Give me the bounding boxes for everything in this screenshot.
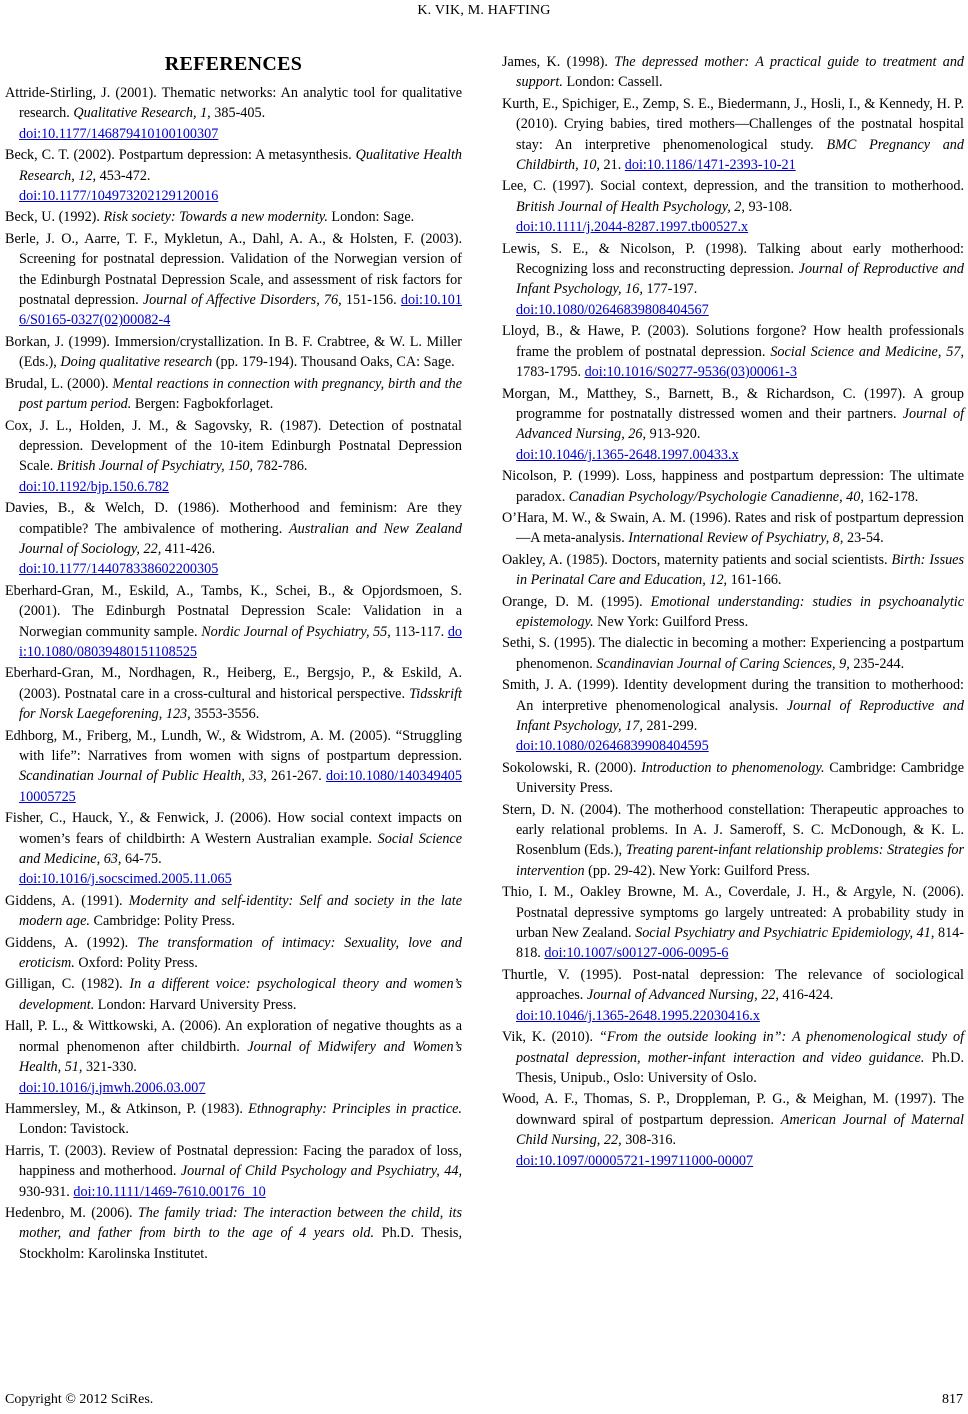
reference-text: Wood, A. F., Thomas, S. P., Droppleman, P. G., & Meighan, M. (1997). The downward spiral of postpartum depression. — [502, 1091, 964, 1128]
reference-source-title: Canadian Psychology/Psychologie Canadienne, 40, — [568, 488, 864, 505]
reference-text: Sethi, S. (1995). The dialectic in becoming a mother: Experiencing a postpartum phenomenon. — [502, 635, 964, 672]
reference-pages: London: Tavistock. — [19, 1121, 129, 1138]
doi-link[interactable]: doi:10.1192/bjp.150.6.782 — [19, 478, 170, 495]
reference-text: Eberhard-Gran, M., Eskild, A., Tambs, K., Schei, B., & Opjordsmoen, S. (2001). The Edinburgh Postnatal Depression Scale: Validation in a Norwegian community sample. — [5, 582, 462, 640]
reference-pages: 1783-1795. — [516, 364, 585, 381]
reference-pages: 411-426. — [161, 540, 216, 557]
reference-pages: 913-920. — [646, 426, 701, 443]
reference-pages: 281-299. — [642, 718, 698, 734]
doi-link[interactable]: doi:10.1046/j.1365-2648.1997.00433.x — [516, 446, 739, 463]
reference-source-title: British Journal of Psychiatry, 150, — [56, 458, 254, 475]
reference-entry — [502, 882, 964, 964]
reference-pages: 64-75. — [121, 851, 162, 868]
doi-link[interactable]: doi:10.1016/j.jmwh.2006.03.007 — [19, 1079, 206, 1096]
reference-entry — [5, 374, 462, 415]
doi-link[interactable]: doi:10.1016/S0277-9536(03)00061-3 — [584, 364, 797, 381]
reference-pages: London: Cassell. — [562, 74, 663, 91]
reference-entry — [502, 384, 964, 466]
reference-pages: (pp. 29-42). New York: Guilford Press. — [584, 862, 810, 879]
reference-pages: 814-818. — [516, 925, 965, 962]
reference-text: Lewis, S. E., & Nicolson, P. (1998). Talking about early motherhood: Recognizing loss and reconstructing depression. — [502, 240, 964, 278]
reference-entry — [502, 466, 964, 507]
doi-link[interactable]: doi:10.1046/j.1365-2648.1995.22030416.x — [516, 1007, 760, 1024]
reference-pages: Cambridge: Polity Press. — [89, 913, 235, 930]
doi-link[interactable]: doi:10.1007/s00127-006-0095-6 — [544, 945, 729, 962]
reference-text: Kurth, E., Spichiger, E., Zemp, S. E., Biedermann, J., Hosli, I., & Kennedy, H. P. (2010). Crying babies, tired mothers—Challenges of the postnatal hospital stay: An interpretive phenomenological study. — [502, 95, 964, 153]
reference-pages: 782-786. — [253, 458, 308, 475]
running-head: K. VIK, M. HAFTING — [417, 3, 551, 18]
reference-text: Thio, I. M., Oakley Browne, M. A., Coverdale, J. H., & Argyle, N. (2006). Postnatal depressive symptoms go largely untreated: A probability study in urban New Zealand. — [502, 884, 964, 942]
reference-entry — [502, 550, 964, 591]
reference-entry — [502, 239, 964, 321]
reference-entry — [502, 94, 964, 176]
reference-source-title: Treating parent-infant relationship problems: Strategies for intervention — [516, 842, 964, 879]
reference-text: Lee, C. (1997). Social context, depression, and the transition to motherhood. — [502, 178, 964, 195]
reference-text: Attride-Stirling, J. (2001). Thematic networks: An analytic tool for qualitative research. — [5, 85, 462, 122]
reference-entry — [502, 675, 964, 757]
doi-link[interactable]: doi:10.1080/02646839908404595 — [516, 738, 709, 755]
reference-source-title: Birth: Issues in Perinatal Care and Education, 12, — [516, 551, 965, 589]
reference-text: Harris, T. (2003). Review of Postnatal depression: Facing the paradox of loss, happiness and motherhood. — [5, 1142, 462, 1180]
reference-entry — [5, 207, 462, 227]
reference-text: Hedenbro, M. (2006). — [5, 1204, 138, 1221]
reference-pages: 321-330. — [82, 1059, 137, 1076]
reference-text: Smith, J. A. (1999). Identity development during the transition to motherhood: An interpretive phenomenological analysis. — [502, 677, 964, 714]
reference-entry — [5, 332, 462, 373]
reference-source-title: Social Science and Medicine, 57, — [770, 343, 964, 360]
reference-source-title: The depressed mother: A practical guide to treatment and support. — [516, 54, 965, 91]
reference-pages: Cambridge: Cambridge University Press. — [516, 759, 964, 797]
reference-entry — [502, 965, 964, 1026]
reference-source-title: “From the outside looking in”: A phenomenological study of postnatal depression, mother-infant interaction and video guidance. — [516, 1029, 965, 1066]
reference-text: Gilligan, C. (1982). — [5, 976, 130, 993]
reference-source-title: The family triad: The interaction between the child, its mother, and father from birth to the age of 4 years old. — [19, 1204, 462, 1242]
doi-link[interactable]: doi:10.1080/14034940510005725 — [19, 768, 462, 805]
reference-source-title: In a different voice: psychological theory and women’s development. — [19, 976, 462, 1013]
reference-pages: London: Harvard University Press. — [94, 996, 297, 1013]
reference-text: Sokolowski, R. (2000). — [502, 759, 642, 776]
reference-entry — [5, 933, 462, 974]
reference-source-title: Nordic Journal of Psychiatry, 55, — [201, 623, 391, 640]
reference-pages: 308-316. — [621, 1132, 677, 1149]
reference-text: Cox, J. L., Holden, J. M., & Sagovsky, R. (1987). Detection of postnatal depression. Development of the 10-item Edinburgh Postnatal Depression Scale. — [5, 417, 462, 475]
doi-link[interactable]: doi:10.1177/146879410100100307 — [19, 125, 219, 142]
reference-pages: 161-166. — [727, 572, 782, 589]
reference-source-title: Journal of Advanced Nursing, 22, — [586, 987, 779, 1004]
reference-source-title: Modernity and self-identity: Self and society in the late modern age. — [19, 892, 462, 930]
reference-source-title: Mental reactions in connection with pregnancy, birth and the post partum period. — [19, 375, 462, 413]
reference-entry — [502, 1027, 964, 1088]
reference-pages: 261-267. — [266, 768, 327, 785]
reference-source-title: Qualitative Health Research, 12, — [19, 147, 462, 184]
reference-source-title: Australian and New Zealand Journal of Sociology, 22, — [19, 520, 462, 557]
reference-pages: 162-178. — [863, 488, 919, 505]
reference-text: Lloyd, B., & Hawe, P. (2003). Solutions forgone? How health professionals frame the problem of postnatal depression. — [502, 323, 964, 360]
reference-list-right — [502, 52, 964, 1171]
reference-entry — [5, 581, 462, 663]
reference-text: Fisher, C., Hauck, Y., & Fenwick, J. (2006). How social context impacts on women’s fears of childbirth: A Western Australian example. — [5, 810, 462, 847]
reference-text: Giddens, A. (1991). — [5, 892, 129, 909]
reference-text: Vik, K. (2010). — [502, 1029, 600, 1046]
reference-text: Beck, C. T. (2002). Postpartum depression: A metasynthesis. — [5, 147, 356, 164]
reference-text: Edhborg, M., Friberg, M., Lundh, W., & Widstrom, A. M. (2005). “Struggling with life”: Narratives from women with signs of postpartum depression. — [5, 727, 462, 764]
reference-entry — [502, 592, 964, 633]
doi-link[interactable]: doi:10.1177/144078338602200305 — [19, 561, 219, 578]
reference-source-title: Journal of Reproductive and Infant Psychology, 16, — [516, 261, 964, 298]
reference-text: Brudal, L. (2000). — [5, 375, 113, 392]
reference-source-title: Journal of Midwifery and Women’s Health, 51, — [19, 1038, 462, 1076]
reference-pages: (pp. 179-194). Thousand Oaks, CA: Sage. — [212, 354, 455, 371]
reference-entry — [5, 974, 462, 1015]
reference-entry — [5, 663, 462, 724]
reference-source-title: The transformation of intimacy: Sexuality, love and eroticism. — [19, 934, 462, 972]
reference-pages: Oxford: Polity Press. — [74, 955, 198, 972]
doi-link[interactable]: doi:10.1016/j.socscimed.2005.11.065 — [19, 871, 232, 888]
reference-entry — [502, 321, 964, 382]
reference-entry — [502, 176, 964, 237]
reference-pages: Bergen: Fagbokforlaget. — [131, 396, 274, 413]
reference-text: Stern, D. N. (2004). The motherhood constellation: Therapeutic approaches to early relational problems. In A. J. Sameroff, S. C. McDonough, & K. L. Rosenblum (Eds.), — [502, 801, 964, 859]
doi-link[interactable]: doi:10.1080/02646839808404567 — [516, 301, 709, 318]
reference-entry — [5, 1141, 462, 1202]
reference-entry — [502, 758, 964, 799]
reference-source-title: Qualitative Research, 1, — [73, 105, 211, 122]
reference-text: Hammersley, M., & Atkinson, P. (1983). — [5, 1100, 249, 1117]
reference-source-title: BMC Pregnancy and Childbirth, 10, — [516, 136, 964, 174]
references-heading: REFERENCES — [164, 53, 303, 75]
reference-text: James, K. (1998). — [502, 54, 615, 70]
reference-entry — [502, 633, 964, 674]
reference-text: Hall, P. L., & Wittkowski, A. (2006). An exploration of negative thoughts as a normal phenomenon after childbirth. — [5, 1018, 462, 1055]
reference-source-title: Introduction to phenomenology. — [641, 759, 825, 776]
reference-pages: Ph.D. Thesis, Unipub., Oslo: University of Oslo. — [516, 1049, 964, 1086]
doi-link[interactable]: doi:10.1111/1469-7610.00176_10 — [73, 1183, 266, 1200]
reference-pages: 93-108. — [744, 198, 793, 215]
reference-text: Oakley, A. (1985). Doctors, maternity patients and social scientists. — [502, 551, 892, 568]
reference-pages: 235-244. — [849, 655, 905, 672]
reference-pages: Ph.D. Thesis, Stockholm: Karolinska Institutet. — [19, 1225, 463, 1262]
reference-pages: 151-156. — [341, 292, 401, 309]
reference-source-title: Tidsskrift for Norsk Laegeforening, 123, — [19, 685, 462, 723]
reference-entry — [5, 145, 462, 206]
reference-entry — [502, 52, 964, 93]
reference-text: O’Hara, M. W., & Swain, A. M. (1996). Rates and risk of postpartum depression—A meta-analysis. — [502, 509, 964, 547]
reference-source-title: Doing qualitative research — [60, 354, 213, 371]
doi-link[interactable]: doi:10.1111/j.2044-8287.1997.tb00527.x — [516, 219, 749, 236]
reference-entry — [5, 498, 462, 580]
copyright-notice: Copyright © 2012 SciRes. — [5, 1392, 154, 1407]
reference-entry — [5, 1203, 462, 1264]
reference-text: Nicolson, P. (1999). Loss, happiness and postpartum depression: The ultimate paradox. — [502, 468, 964, 505]
reference-source-title: Journal of Child Psychology and Psychiatry, 44, — [180, 1163, 462, 1180]
page-number: 817 — [942, 1392, 963, 1407]
reference-source-title: Journal of Affective Disorders, 76, — [142, 292, 342, 309]
reference-pages: 3553-3556. — [190, 706, 260, 723]
reference-source-title: American Journal of Maternal Child Nursing, 22, — [516, 1111, 964, 1149]
reference-entry — [502, 1089, 964, 1171]
doi-link[interactable]: doi:10.1186/1471-2393-10-21 — [624, 157, 796, 174]
reference-entry — [502, 508, 964, 549]
reference-pages: London: Sage. — [327, 209, 415, 226]
reference-source-title: Risk society: Towards a new modernity. — [103, 209, 328, 226]
reference-entry — [5, 1099, 462, 1140]
reference-entry — [5, 229, 462, 331]
reference-pages: 385-405. — [210, 105, 266, 122]
reference-pages: 930-931. — [19, 1183, 74, 1200]
reference-source-title: Emotional understanding: studies in psychoanalytic epistemology. — [516, 593, 965, 630]
reference-source-title: Scandinavian Journal of Caring Sciences, 9, — [596, 655, 850, 672]
reference-source-title: Ethnography: Principles in practice. — [248, 1100, 462, 1117]
reference-source-title: British Journal of Health Psychology, 2, — [516, 198, 745, 215]
doi-link[interactable]: doi:10.1097/00005721-199711000-00007 — [516, 1152, 754, 1169]
reference-text: Orange, D. M. (1995). — [502, 593, 651, 610]
doi-link[interactable]: doi:10.1016/S0165-0327(02)00082-4 — [19, 292, 462, 329]
reference-entry — [5, 1016, 462, 1098]
reference-pages: New York: Guilford Press. — [593, 613, 749, 630]
page-footer — [5, 1392, 963, 1408]
doi-link[interactable]: doi:10.1080/08039480151108525 — [19, 623, 462, 660]
reference-text: Davies, B., & Welch, D. (1986). Motherhood and feminism: Are they compatible? The ambivalence of mothering. — [5, 500, 462, 537]
reference-pages: 416-424. — [778, 987, 834, 1004]
reference-pages: 113-117. — [390, 623, 448, 640]
reference-text: Morgan, M., Matthey, S., Barnett, B., & Richardson, C. (1997). A group programme for postnatally distressed women and their partners. — [502, 385, 964, 422]
references-column-left — [5, 52, 462, 1265]
reference-source-title: Scandinatian Journal of Public Health, 33, — [19, 768, 267, 785]
references-column-right — [502, 52, 964, 1172]
reference-source-title: Journal of Reproductive and Infant Psychology, 17, — [516, 697, 964, 734]
reference-entry — [5, 416, 462, 498]
reference-text: Eberhard-Gran, M., Nordhagen, R., Heiberg, E., Bergsjo, P., & Eskild, A. (2003). Postnatal care in a cross-cultural and historical perspective. — [5, 665, 462, 702]
reference-pages: 453-472. — [96, 167, 151, 184]
reference-pages: 23-54. — [843, 530, 884, 547]
reference-pages: 177-197. — [642, 281, 698, 298]
reference-source-title: International Review of Psychiatry, 8, — [628, 530, 844, 547]
reference-text: Beck, U. (1992). — [5, 209, 104, 226]
reference-source-title: Social Science and Medicine, 63, — [19, 830, 463, 868]
reference-entry — [5, 808, 462, 890]
reference-entry — [5, 726, 462, 808]
reference-pages: 21. — [599, 157, 625, 174]
reference-list-left — [5, 83, 462, 1264]
reference-entry — [5, 891, 462, 932]
reference-entry — [5, 83, 462, 144]
reference-source-title: Social Psychiatry and Psychiatric Epidemiology, 41, — [635, 925, 935, 942]
reference-text: Thurtle, V. (1995). Post-natal depression: The relevance of sociological approaches. — [502, 966, 964, 1004]
reference-text: Borkan, J. (1999). Immersion/crystallization. In B. F. Crabtree, & W. L. Miller (Eds.), — [5, 333, 462, 371]
reference-text: Berle, J. O., Aarre, T. F., Mykletun, A., Dahl, A. A., & Holsten, F. (2003). Screening for postnatal depression. Validation of the Norwegian version of the Edinburgh Postnatal Depression Scale, and assessment of risk factors for postnatal depression. — [5, 230, 462, 309]
reference-source-title: Journal of Advanced Nursing, 26, — [516, 405, 965, 443]
doi-link[interactable]: doi:10.1177/104973202129120016 — [19, 188, 219, 205]
reference-text: Giddens, A. (1992). — [5, 934, 138, 951]
reference-entry — [502, 800, 964, 882]
